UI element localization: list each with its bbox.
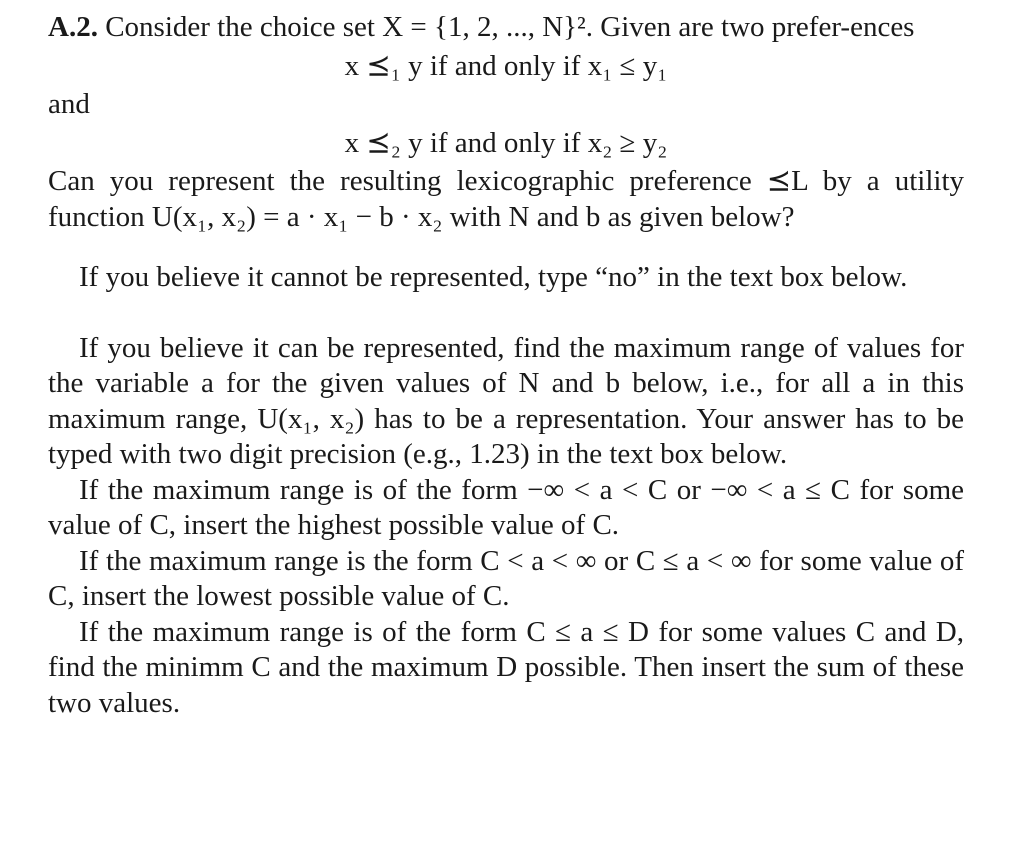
- preference-1-formula: x ⪯₁ y if and only if x₁ ≤ y₁: [344, 49, 668, 82]
- problem-label: A.2.: [48, 11, 98, 43]
- problem-intro: [48, 10, 964, 46]
- instruction-interval-case: If the maximum range is of the form C ≤ a ≤ D for some values C and D, find the minimm C and the maximum D possible. Then insert the sum of these two values.: [48, 615, 964, 719]
- question-text: Can you represent the resulting lexicographic preference ⪯L by a utility function U(x₁, x₂) = a · x₁ − b · x₂ with N and b as given below?: [48, 165, 964, 233]
- instruction-lower-bound-case: If the maximum range is the form C < a < ∞ or C ≤ a < ∞ for some value of C, insert the lowest possible value of C.: [48, 544, 964, 612]
- spacer: [48, 235, 964, 260]
- instruction-no-case: If you believe it cannot be represented, type “no” in the text box below.: [79, 261, 908, 293]
- preference-2-formula: x ⪯₂ y if and only if x₂ ≥ y₂: [344, 126, 668, 159]
- instruction-upper-bound-case: If the maximum range is of the form −∞ < a < C or −∞ < a ≤ C for some value of C, insert the highest possible value of C.: [48, 473, 964, 541]
- instruction-yes-case: If you believe it can be represented, find the maximum range of values for the variable a for the given values of N and b below, i.e., for all a in this maximum range, U(x₁, x₂) has to be a representation. Your answer has to be typed with two digit precision (e.g., 1.23) in the text box below.: [48, 331, 964, 470]
- problem-document: [48, 10, 964, 721]
- spacer: [48, 296, 964, 331]
- problem-intro-text: Consider the choice set X = {1, 2, ..., N}². Given are two prefer-ences: [105, 11, 915, 43]
- connector-and: and: [48, 88, 90, 120]
